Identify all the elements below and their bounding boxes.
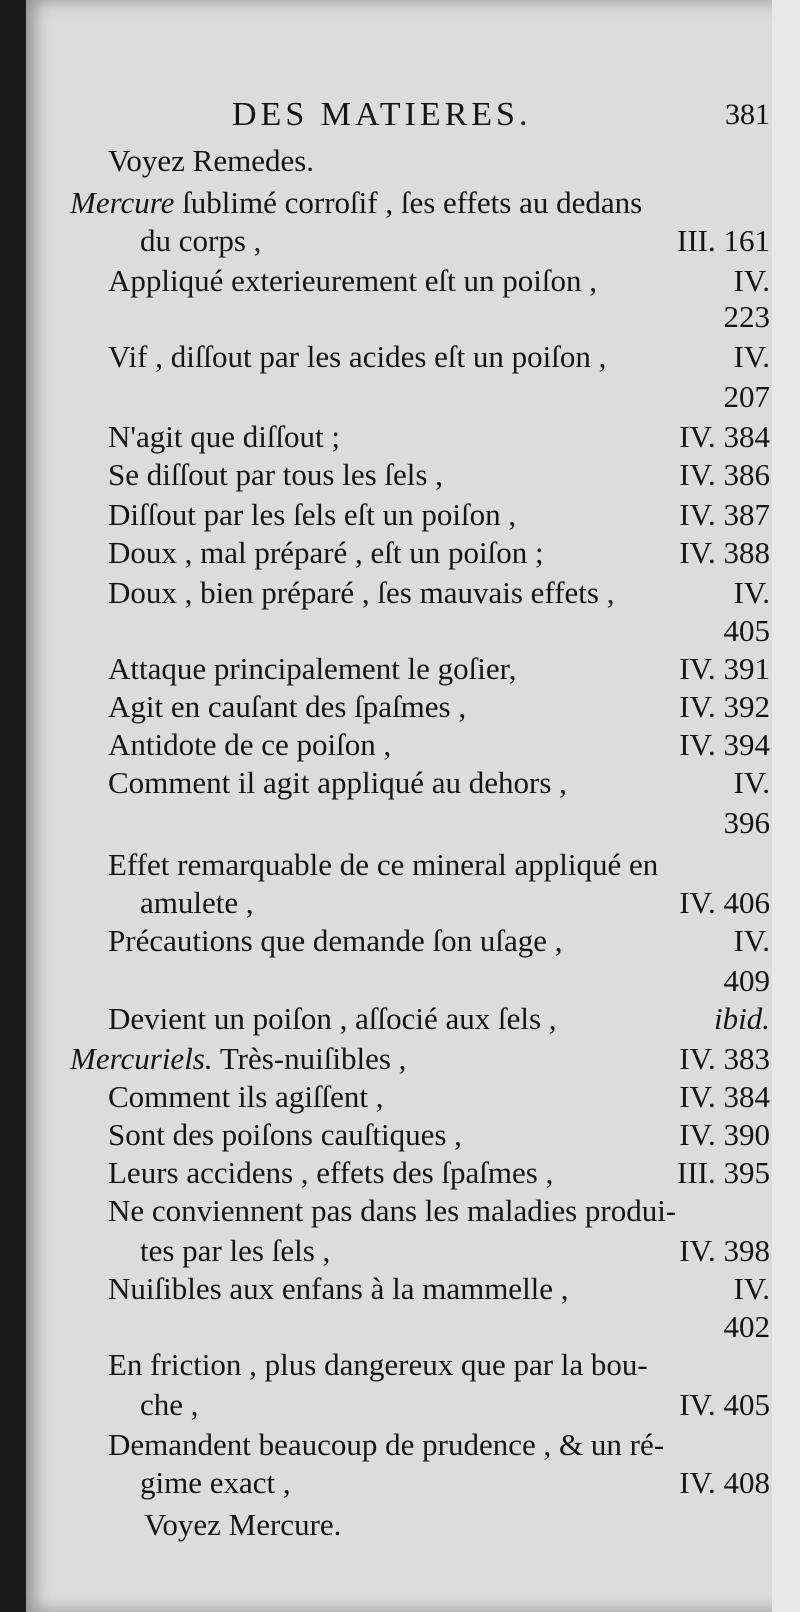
entry-19-ref: IV. 406 xyxy=(679,885,770,920)
index-entry-34: gime exact , xyxy=(140,1465,291,1500)
entry-21-ref: 409 xyxy=(723,963,770,998)
entry-32-ref: IV. 405 xyxy=(679,1387,770,1422)
entry-24-ref: IV. 384 xyxy=(679,1079,770,1114)
entry-4-ref: 223 xyxy=(723,299,770,334)
entry-12-ref: 405 xyxy=(723,613,770,648)
entry-13-ref: IV. 391 xyxy=(679,651,770,686)
index-entry-15: Antidote de ce poiſon , xyxy=(108,727,392,762)
entry-text: Très-nuiſibles , xyxy=(212,1041,407,1076)
entry-2-ref: III. 161 xyxy=(677,223,770,258)
index-entry-8: Se diſſout par tous les ſels , xyxy=(108,457,443,492)
entry-11-ref: IV. xyxy=(733,575,770,610)
entry-10-ref: IV. 388 xyxy=(679,535,770,570)
index-entry-0: Voyez Remedes. xyxy=(108,143,315,178)
entry-30-ref: 402 xyxy=(723,1309,770,1344)
index-entry-20: Précautions que demande ſon uſage , xyxy=(108,923,563,958)
entry-28-ref: IV. 398 xyxy=(679,1233,770,1268)
entry-16-ref: IV. xyxy=(733,765,770,800)
entry-7-ref: IV. 384 xyxy=(679,419,770,454)
entry-9-ref: IV. 387 xyxy=(679,497,770,532)
entry-29-ref: IV. xyxy=(733,1271,770,1306)
entry-25-ref: IV. 390 xyxy=(679,1117,770,1152)
index-entry-2: du corps , xyxy=(140,223,262,258)
index-entry-25: Sont des poiſons cauſtiques , xyxy=(108,1117,462,1152)
index-entry-33: Demandent beaucoup de prudence , & un ré- xyxy=(108,1427,665,1462)
page-header-title: DES MATIERES. xyxy=(232,96,532,133)
index-entry-9: Diſſout par les ſels eſt un poiſon , xyxy=(108,497,517,532)
entry-20-ref: IV. xyxy=(733,923,770,958)
index-entry-23 xyxy=(70,1040,406,1078)
index-entry-29: Nuiſibles aux enfans à la mammelle , xyxy=(108,1271,569,1306)
index-entry-19: amulete , xyxy=(140,885,254,920)
entry-26-ref: III. 395 xyxy=(677,1155,770,1190)
entry-headword: Mercure xyxy=(70,185,175,220)
entry-6-ref: 207 xyxy=(723,379,770,414)
index-entry-13: Attaque principalement le goſier, xyxy=(108,651,517,686)
index-entry-31: En friction , plus dangereux que par la bou- xyxy=(108,1347,648,1382)
index-entry-7: N'agit que diſſout ; xyxy=(108,419,341,454)
index-entry-35: Voyez Mercure. xyxy=(144,1507,342,1542)
index-entry-32: che , xyxy=(140,1387,199,1422)
index-entry-5: Vif , diſſout par les acides eſt un poiſon , xyxy=(108,339,607,374)
entry-14-ref: IV. 392 xyxy=(679,689,770,724)
index-entry-3: Appliqué exterieurement eſt un poiſon , xyxy=(108,263,597,298)
index-entry-22: Devient un poiſon , aſſocié aux ſels , xyxy=(108,1001,557,1036)
entry-23-ref: IV. 383 xyxy=(679,1041,770,1076)
index-entry-10: Doux , mal préparé , eſt un poiſon ; xyxy=(108,535,544,570)
entry-17-ref: 396 xyxy=(723,805,770,840)
index-entry-27: Ne conviennent pas dans les maladies produi- xyxy=(108,1193,677,1228)
index-entry-1 xyxy=(70,184,642,222)
entry-5-ref: IV. xyxy=(733,339,770,374)
index-entry-16: Comment il agit appliqué au dehors , xyxy=(108,765,567,800)
page-number: 381 xyxy=(725,98,770,131)
index-entry-24: Comment ils agiſſent , xyxy=(108,1079,384,1114)
entry-15-ref: IV. 394 xyxy=(679,727,770,762)
index-entry-14: Agit en cauſant des ſpaſmes , xyxy=(108,689,467,724)
entry-headword: Mercuriels. xyxy=(70,1041,213,1076)
index-entry-18: Effet remarquable de ce mineral appliqué en xyxy=(108,847,659,882)
entry-3-ref: IV. xyxy=(733,263,770,298)
index-entry-26: Leurs accidens , effets des ſpaſmes , xyxy=(108,1155,554,1190)
index-entry-11: Doux , bien préparé , ſes mauvais effets , xyxy=(108,575,615,610)
entry-34-ref: IV. 408 xyxy=(679,1465,770,1500)
entry-8-ref: IV. 386 xyxy=(679,457,770,492)
book-page xyxy=(26,0,800,1612)
index-entry-28: tes par les ſels , xyxy=(140,1233,331,1268)
entry-22-ref: ibid. xyxy=(714,1001,770,1036)
entry-text: ſublimé corroſif , ſes effets au dedans xyxy=(174,185,643,220)
book-gutter xyxy=(0,0,26,1612)
page-edge xyxy=(772,0,800,1612)
